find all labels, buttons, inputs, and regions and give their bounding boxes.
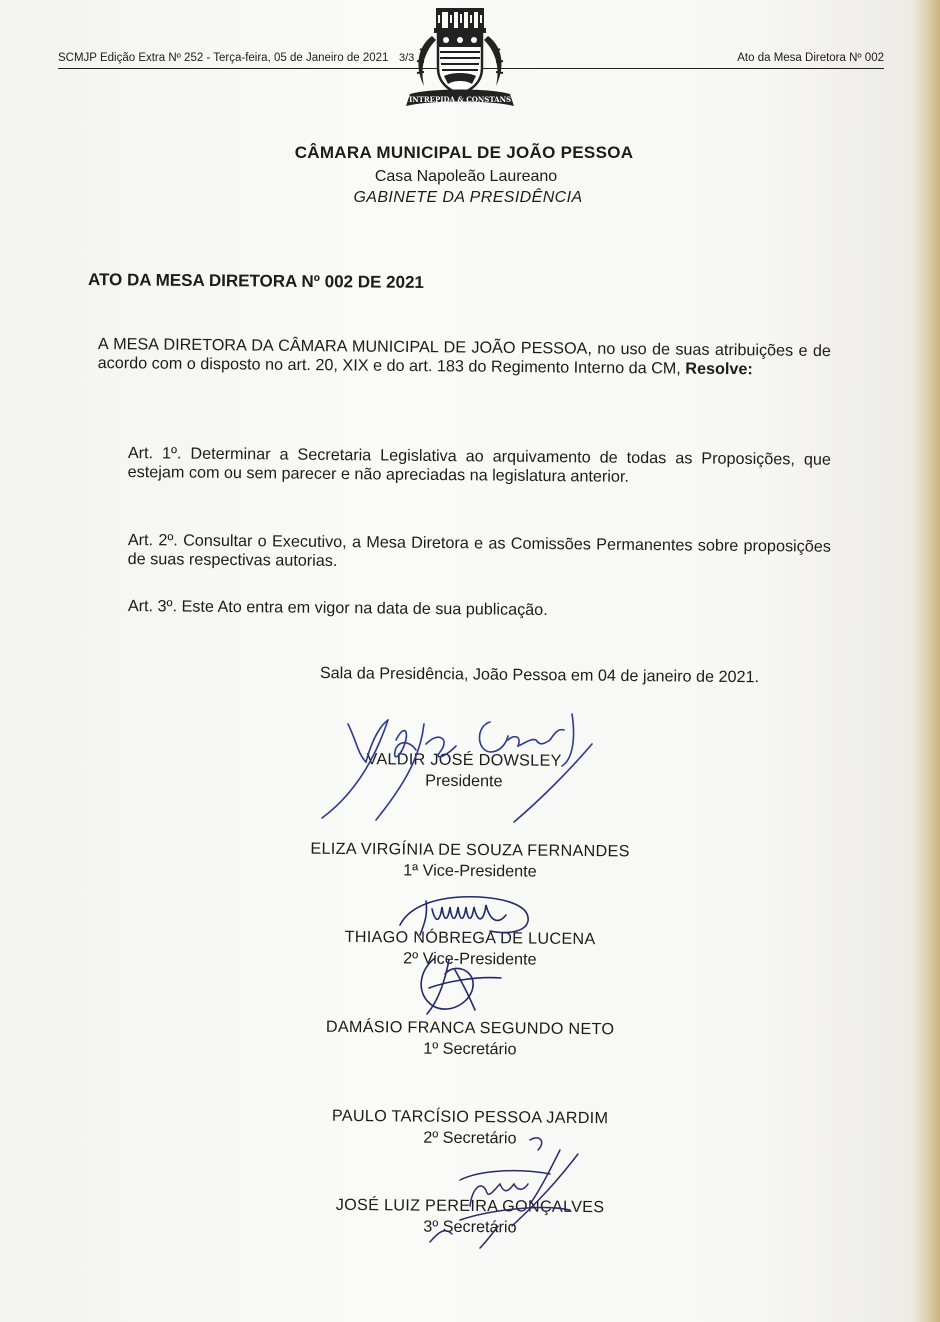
- signatory-block: [0, 924, 940, 974]
- signatory-name: THIAGO NÓBREGA DE LUCENA: [344, 927, 596, 949]
- signatory-role: 2º Vice-Presidente: [403, 949, 537, 969]
- place-date: Sala da Presidência, João Pessoa em 04 de janeiro de 2021.: [319, 664, 760, 687]
- preamble-resolve: Resolve:: [685, 359, 753, 379]
- signatory-block: [0, 1014, 940, 1064]
- signatory-role: 1ª Vice-Presidente: [403, 861, 537, 881]
- article-2: Art. 2º. Consultar o Executivo, a Mesa Diretora e as Comissões Permanentes sobre proposições de suas respectivas autorias.: [127, 531, 831, 571]
- institution-house: Casa Napoleão Laureano: [374, 168, 558, 185]
- header-page-number: 3/3: [399, 52, 415, 64]
- preamble-paragraph: [98, 335, 831, 380]
- institution-office: GABINETE DA PRESIDÊNCIA: [353, 189, 583, 206]
- institution-name: CÂMARA MUNICIPAL DE JOÃO PESSOA: [294, 143, 634, 162]
- signatory-role: Presidente: [425, 771, 503, 791]
- signatory-block: [0, 1103, 940, 1153]
- act-title: ATO DA MESA DIRETORA Nº 002 DE 2021: [87, 270, 424, 292]
- signatory-name: DAMÁSIO FRANCA SEGUNDO NETO: [325, 1017, 615, 1039]
- institution-block: [0, 143, 940, 207]
- signatory-role: 1º Secretário: [423, 1039, 517, 1059]
- signatory-role: 3º Secretário: [423, 1217, 517, 1237]
- signatory-name: ELIZA VIRGÍNIA DE SOUZA FERNANDES: [310, 839, 630, 861]
- preamble-text: A MESA DIRETORA DA CÂMARA MUNICIPAL DE JOÃO PESSOA, no uso de suas atribuições e de acordo com o disposto no art. 20, XIX e do art. 183 do Regimento Interno da CM,: [97, 335, 831, 378]
- signatory-block: [0, 746, 934, 796]
- crest-motto: INTREPIDA & CONSTANS: [408, 95, 512, 104]
- article-3: Art. 3º. Este Ato entra em vigor na data de sua publicação.: [127, 597, 548, 620]
- signatory-block: [0, 836, 940, 886]
- header-edition: SCMJP Edição Extra Nº 252 - Terça-feira, 05 de Janeiro de 2021: [58, 52, 389, 64]
- city-crest-icon: [400, 6, 520, 114]
- signatory-name: JOSÉ LUIZ PEREIRA GONÇALVES: [335, 1195, 605, 1217]
- signatory-name: PAULO TARCÍSIO PESSOA JARDIM: [331, 1106, 609, 1128]
- signatory-block: [0, 1192, 940, 1242]
- signatory-role: 2º Secretário: [423, 1128, 517, 1148]
- signatory-name: VALDIR JOSÉ DOWSLEY: [366, 750, 562, 770]
- header-act-ref: Ato da Mesa Diretora Nº 002: [737, 52, 884, 64]
- article-1: Art. 1º. Determinar a Secretaria Legislativa ao arquivamento de todas as Proposições, que estejam com ou sem parecer e não apreciadas na legislatura anterior.: [127, 444, 831, 486]
